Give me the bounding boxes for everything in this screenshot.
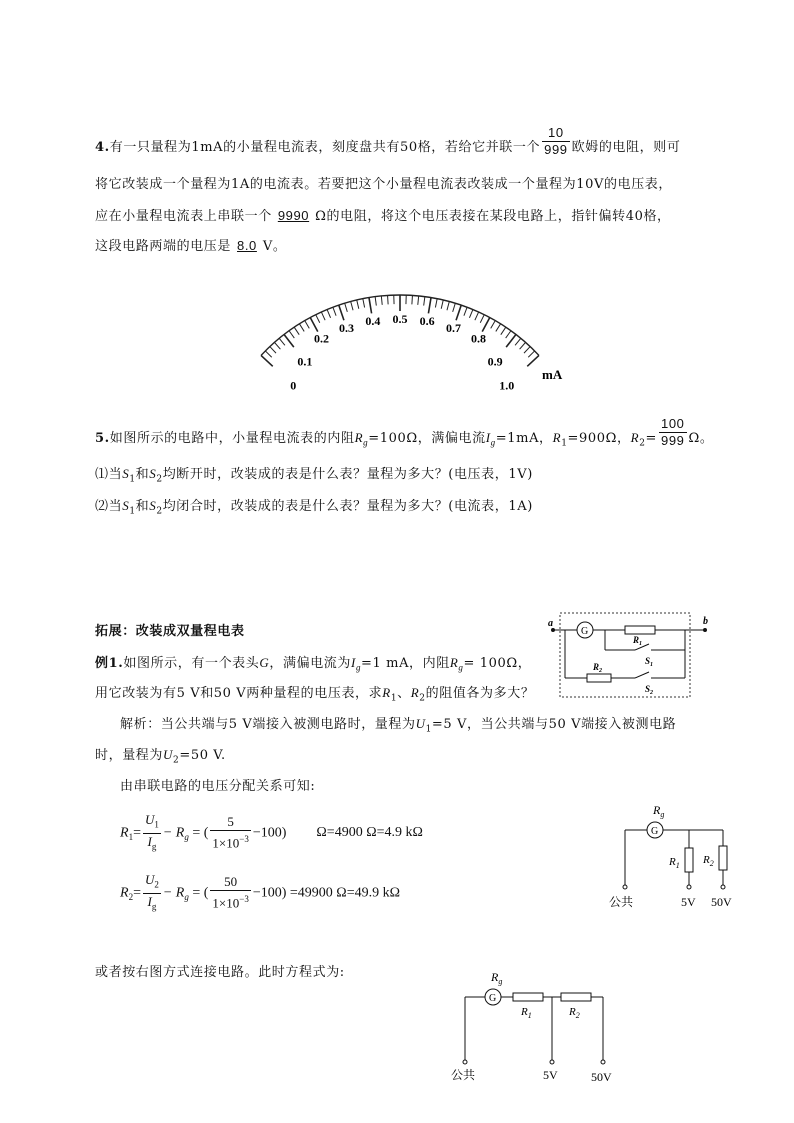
minor-tick bbox=[333, 307, 336, 315]
svg-text:公共: 公共 bbox=[609, 895, 634, 909]
minor-tick bbox=[475, 312, 479, 320]
scale-label: 1.0 bbox=[499, 378, 515, 393]
scale-label: 0.3 bbox=[339, 320, 355, 335]
minor-tick bbox=[279, 338, 285, 345]
example-line-1: 例1.如图所示，有一个表头G，满偏电流为$I_g=1$ mA，内阻$R_g= 100\Omega$， bbox=[95, 655, 532, 673]
svg-text:R1: $R_1$ bbox=[521, 1006, 532, 1020]
svg-text:50V: 50V bbox=[711, 895, 732, 909]
minor-tick bbox=[528, 351, 534, 357]
minor-tick bbox=[351, 302, 353, 311]
circuit-diagram-parallel bbox=[605, 800, 745, 915]
minor-tick bbox=[424, 297, 425, 306]
scale-label: 0.1 bbox=[297, 354, 313, 369]
svg-text:5V: 5V bbox=[543, 1068, 558, 1082]
minor-tick bbox=[441, 300, 443, 309]
minor-tick bbox=[381, 296, 382, 305]
minor-tick bbox=[480, 315, 484, 323]
minor-tick bbox=[491, 321, 496, 329]
svg-text:S1: $S_1$ bbox=[645, 656, 654, 668]
minor-tick bbox=[506, 331, 511, 338]
q4-line-4: 这段电路两端的电压是 8.0 V。 bbox=[95, 238, 287, 254]
minor-tick bbox=[327, 310, 330, 318]
minor-tick bbox=[274, 342, 280, 349]
svg-text:R2: $R_2$ bbox=[593, 662, 603, 674]
minor-tick bbox=[375, 297, 376, 306]
minor-tick bbox=[524, 347, 530, 354]
minor-tick bbox=[412, 295, 413, 304]
resistor-r1-icon bbox=[625, 626, 655, 634]
scale-label: 0.6 bbox=[419, 314, 435, 329]
minor-tick bbox=[388, 295, 389, 304]
minor-tick bbox=[464, 307, 467, 315]
q4-line-2: 将它改装成一个量程为1A的电流表。若要把这个小量程电流表改装成一个量程为10V的电压表， bbox=[95, 177, 672, 192]
svg-text:b: b bbox=[703, 616, 708, 627]
svg-text:a: a bbox=[548, 618, 553, 629]
scale-label: 0.8 bbox=[470, 331, 486, 346]
equation-r1: $R_1=$ $\frac{U_1}{I_g}$ − $R_g$ = ( $\frac{5}{1\times 10^{-3}}$ −100) Ω=4900 Ω=4.9 kΩ bbox=[120, 812, 423, 852]
minor-tick bbox=[294, 327, 299, 334]
resistor-r2-icon bbox=[561, 993, 591, 1001]
switch-s2-icon bbox=[635, 672, 649, 678]
q4-line-1: 4.有一只量程为1mA的小量程电流表，刻度盘共有50格，若给它并联一个 $\frac{10}{999}$ 欧姆的电阻，则可 bbox=[95, 125, 681, 157]
svg-text:R1: $R_1$ bbox=[633, 635, 643, 647]
q5-part-1: ⑴当$S_1$和$S_2$均断开时，改装成的表是什么表？量程为多大？(电压表，1V) bbox=[95, 466, 533, 485]
scale-label: 0 bbox=[290, 378, 297, 393]
answer-blank-2: 8.0 bbox=[237, 238, 257, 253]
minor-tick bbox=[453, 303, 456, 312]
section-title: 拓展：改装成双量程电表 bbox=[95, 624, 245, 639]
major-tick bbox=[284, 334, 294, 347]
example-line-2: 用它改装为有5 V和50 V两种量程的电压表，求$R_1$、$R_2$的阻值各为多大？ bbox=[95, 685, 535, 704]
circuit-diagram-series bbox=[445, 965, 630, 1085]
major-tick bbox=[369, 298, 372, 314]
unit-label: mA bbox=[542, 367, 563, 382]
minor-tick bbox=[299, 324, 304, 332]
minor-tick bbox=[501, 327, 506, 334]
svg-text:R2: $R_2$ bbox=[569, 1006, 580, 1020]
equation-r2: $R_2=$ $\frac{U_2}{I_g}$ − $R_g$ = ( $\frac{50}{1\times 10^{-3}}$ −100) =49900 Ω=49.9 kΩ bbox=[120, 872, 401, 912]
resistor-r2-icon bbox=[719, 846, 727, 870]
resistor-r1-icon bbox=[513, 993, 543, 1001]
resistor-r2-icon bbox=[587, 674, 611, 682]
scale-label: 0.7 bbox=[445, 320, 461, 335]
minor-tick bbox=[305, 321, 310, 329]
svg-text:R2: $R_2$ bbox=[703, 854, 714, 868]
minor-tick bbox=[520, 342, 526, 349]
solution-line-2: 时，量程为$U_2=50$ V. bbox=[95, 747, 226, 766]
solution-line-3: 由串联电路的电压分配关系可知: bbox=[120, 779, 316, 794]
svg-text:S2: $S_2$ bbox=[645, 684, 654, 696]
svg-text:G: G bbox=[651, 826, 659, 837]
solution-line-4: 或者按右图方式连接电路。此时方程式为: bbox=[95, 965, 345, 980]
minor-tick bbox=[345, 303, 348, 312]
minor-tick bbox=[357, 300, 359, 309]
q4-line-3: 应在小量程电流表上串联一个 9990 Ω的电阻，将这个电压表接在某段电路上，指针偏转40格， bbox=[95, 208, 671, 224]
major-tick bbox=[506, 334, 516, 347]
minor-tick bbox=[447, 302, 449, 311]
ammeter-scale bbox=[250, 285, 570, 393]
minor-tick bbox=[265, 351, 271, 357]
fraction: $\frac{100}{999}$ bbox=[661, 416, 685, 448]
svg-text:5V: 5V bbox=[681, 895, 696, 909]
minor-tick bbox=[435, 299, 437, 308]
svg-text:Rg: $R_g$ bbox=[653, 803, 665, 819]
scale-label: 0.9 bbox=[487, 354, 503, 369]
scale-label: 0.2 bbox=[314, 331, 330, 346]
answer-blank-1: 9990 bbox=[277, 208, 310, 223]
solution-line-1: 解析：当公共端与5 V端接入被测电路时，量程为$U_1=5$ V，当公共端与50 V端接入被测电路 bbox=[120, 716, 677, 735]
minor-tick bbox=[469, 310, 472, 318]
minor-tick bbox=[496, 324, 501, 332]
minor-tick bbox=[270, 347, 276, 354]
question-number: 4. bbox=[95, 140, 110, 155]
minor-tick bbox=[515, 338, 521, 345]
scale-label: 0.5 bbox=[392, 312, 408, 326]
major-tick bbox=[428, 298, 431, 314]
svg-text:50V: 50V bbox=[591, 1070, 612, 1084]
resistor-r1-icon bbox=[685, 848, 693, 872]
minor-tick bbox=[363, 299, 365, 308]
fraction: $\frac{10}{999}$ bbox=[544, 125, 568, 157]
minor-tick bbox=[289, 331, 294, 338]
svg-text:公共: 公共 bbox=[451, 1068, 476, 1082]
minor-tick bbox=[418, 296, 419, 305]
minor-tick bbox=[316, 315, 320, 323]
circuit-diagram-switches bbox=[545, 610, 720, 702]
scale-label: 0.4 bbox=[365, 314, 381, 329]
q5-line-1: 5.如图所示的电路中，小量程电流表的内阻$R_g=100\Omega$，满偏电流$I_g=1mA$，$R_1=900\Omega$，$R_2=$ $\frac{100}{999}$ Ω。 bbox=[95, 416, 714, 449]
minor-tick bbox=[321, 312, 325, 320]
major-tick bbox=[310, 318, 318, 332]
major-tick bbox=[456, 305, 461, 320]
svg-text:G: G bbox=[489, 993, 497, 1004]
major-tick bbox=[482, 318, 490, 332]
svg-text:G: G bbox=[581, 626, 589, 637]
svg-text:R1: $R_1$ bbox=[669, 856, 680, 870]
major-tick bbox=[339, 305, 344, 320]
svg-text:Rg: $R_g$ bbox=[491, 970, 503, 986]
q5-part-2: ⑵当$S_1$和$S_2$均闭合时，改装成的表是什么表？量程为多大？(电流表，1A) bbox=[95, 498, 533, 517]
